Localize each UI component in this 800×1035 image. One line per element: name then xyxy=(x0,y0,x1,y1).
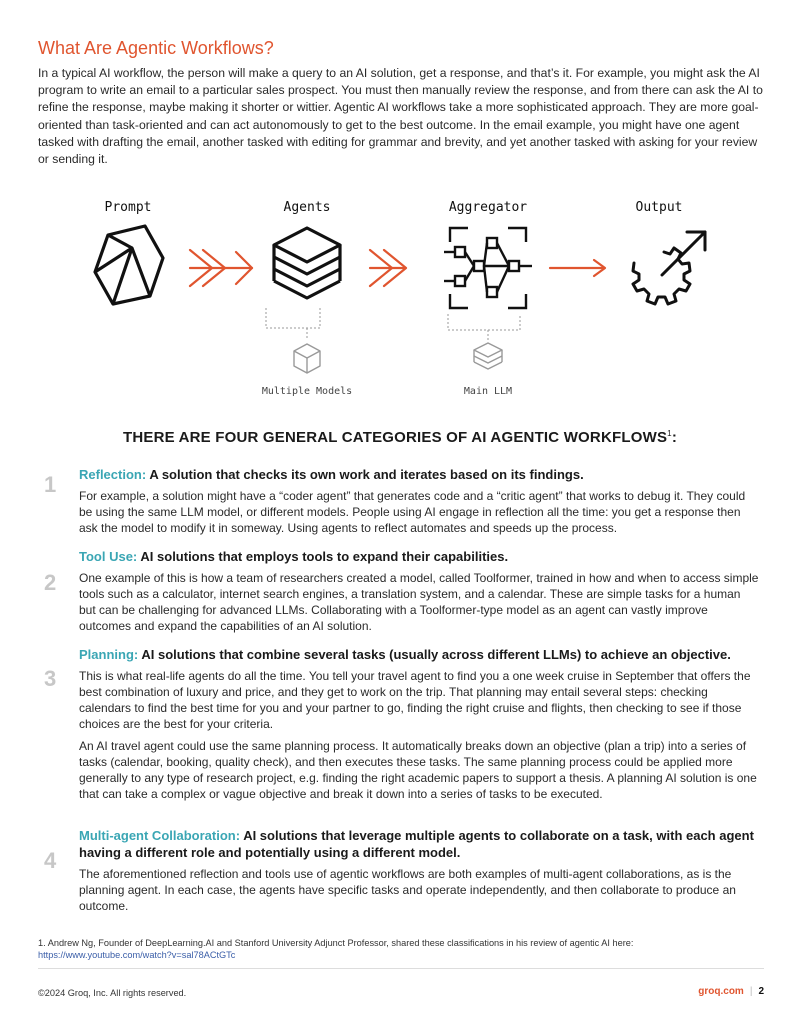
category-heading: Tool Use: AI solutions that employs tools to expand their capabilities. xyxy=(79,549,509,564)
category-tool-use xyxy=(79,548,759,640)
intro-paragraph: In a typical AI workflow, the person will make a query to an AI solution, get a response, and that’s it. For example, you might ask the AI program to write an email to a particular sales prospect. You must then manually review the response, and from there can ask the AI to refine the response, maybe making it shorter or wittier. Agentic AI workflows take a more sophisticated approach. They are more goal-oriented than task-oriented and can act autonomously to get to the best outcome. In the email example, you might have one agent tasked with drafting the email, another tasked with editing for grammar and brevity, and yet another tasked with asking for your review or sending it. xyxy=(38,66,763,167)
footer-right xyxy=(698,986,764,997)
sub-label-main-llm: Main LLM xyxy=(463,386,513,397)
category-heading: Reflection: A solution that checks its own work and iterates based on its findings. xyxy=(79,467,584,482)
category-multi-agent xyxy=(79,827,759,920)
stacked-layers-icon xyxy=(274,228,340,298)
footnote-link[interactable]: https://www.youtube.com/watch?v=sal78ACtGTc xyxy=(38,950,236,960)
footer-divider xyxy=(38,968,764,969)
category-keyword: Multi-agent Collaboration: xyxy=(79,828,241,843)
category-keyword: Tool Use: xyxy=(79,549,138,564)
page-title: What Are Agentic Workflows? xyxy=(38,38,274,58)
category-heading: Multi-agent Collaboration: AI solutions that leverage multiple agents to collaborate on a task, with each agent having a different role and potentially using a different model. xyxy=(79,828,754,860)
category-number-4: 4 xyxy=(44,848,57,873)
category-keyword: Planning: xyxy=(79,647,139,662)
category-number-3: 3 xyxy=(44,666,57,691)
stage-label-agents: Agents xyxy=(283,200,331,215)
category-paragraph: One example of this is how a team of researchers created a model, called Toolformer, trained in how and when to access simple tools such as a calculator, internet search engines, a translation system, and a calendar. These are simple tasks for a human but can be challenging for advanced LLMs. Collaborating with a Toolformer-type model as an agent can vastly improve outcomes and expand the capabilities of an AI solution. xyxy=(79,571,759,633)
stage-label-aggregator: Aggregator xyxy=(448,200,528,215)
category-planning xyxy=(79,646,759,808)
stack-icon xyxy=(474,343,502,369)
workflow-diagram xyxy=(0,190,800,410)
category-reflection xyxy=(79,466,759,542)
category-keyword: Reflection: xyxy=(79,467,147,482)
aggregator-network-icon xyxy=(444,228,532,308)
category-heading: Planning: AI solutions that combine several tasks (usually across different LLMs) to achieve an objective. xyxy=(79,647,731,662)
footer-site-link[interactable]: groq.com xyxy=(698,986,744,997)
footnote xyxy=(38,937,764,961)
footnote-marker: 1 xyxy=(667,429,672,438)
stage-label-prompt: Prompt xyxy=(104,200,152,215)
aggregator-bracket xyxy=(448,314,520,340)
category-paragraph: The aforementioned reflection and tools use of agentic workflows are both examples of multi-agent collaborations, as is the planning agent. In each case, the agents have specific tasks and operate independently, and then collaborate to produce an outcome. xyxy=(79,867,736,913)
page-number: 2 xyxy=(758,986,764,997)
arrow-agents-to-aggregator-icon xyxy=(370,250,406,286)
footer-separator: | xyxy=(749,986,753,997)
stage-label-output: Output xyxy=(635,200,683,215)
cube-icon xyxy=(294,344,320,373)
arrow-prompt-to-agents-icon xyxy=(190,250,252,286)
hexagon-prompt-icon xyxy=(95,226,163,304)
category-number-2: 2 xyxy=(44,570,57,595)
arrow-aggregator-to-output-icon xyxy=(550,260,605,276)
category-paragraph: This is what real-life agents do all the time. You tell your travel agent to find you a one week cruise in September that offers the best combination of luxury and price, and they get to work on the trip. That planning may entail several steps: checking calendars to find the best time for you and your partner to go, finding the right cruise and flights, then checking to see if those choices are the best for your criteria. xyxy=(79,669,751,731)
category-number-1: 1 xyxy=(44,472,57,497)
categories-heading: THERE ARE FOUR GENERAL CATEGORIES OF AI AGENTIC WORKFLOWS$^1$: xyxy=(122,429,678,446)
footer-copyright: ©2024 Groq, Inc. All rights reserved. xyxy=(38,988,187,998)
category-paragraph: An AI travel agent could use the same planning process. It automatically breaks down an objective (plan a trip) into a series of tasks (calendar, booking, quality check), and then executes these tasks. The same planning process could be applied more generally to any type of research project, e.g. finding the right academic papers to support a thesis. A planning AI solution is one that can take a complex or vague objective and break it down into a series of tasks to be executed. xyxy=(79,739,757,801)
gear-arrow-icon xyxy=(633,232,705,304)
agents-bracket xyxy=(266,308,320,340)
footnote-text: 1. Andrew Ng, Founder of DeepLearning.AI and Stanford University Adjunct Professor, shared these classifications in his review of agentic AI here: xyxy=(38,938,634,948)
sub-label-multiple-models: Multiple Models xyxy=(261,386,353,397)
category-paragraph: For example, a solution might have a “coder agent” that generates code and a “critic agent” that works to debug it. They could be using the same LLM model, or different models. People using AI engage in reflection all the time: you get a response then ask the model to modify it in someway. Using agents to reflect automates and speeds up the process. xyxy=(79,489,746,535)
